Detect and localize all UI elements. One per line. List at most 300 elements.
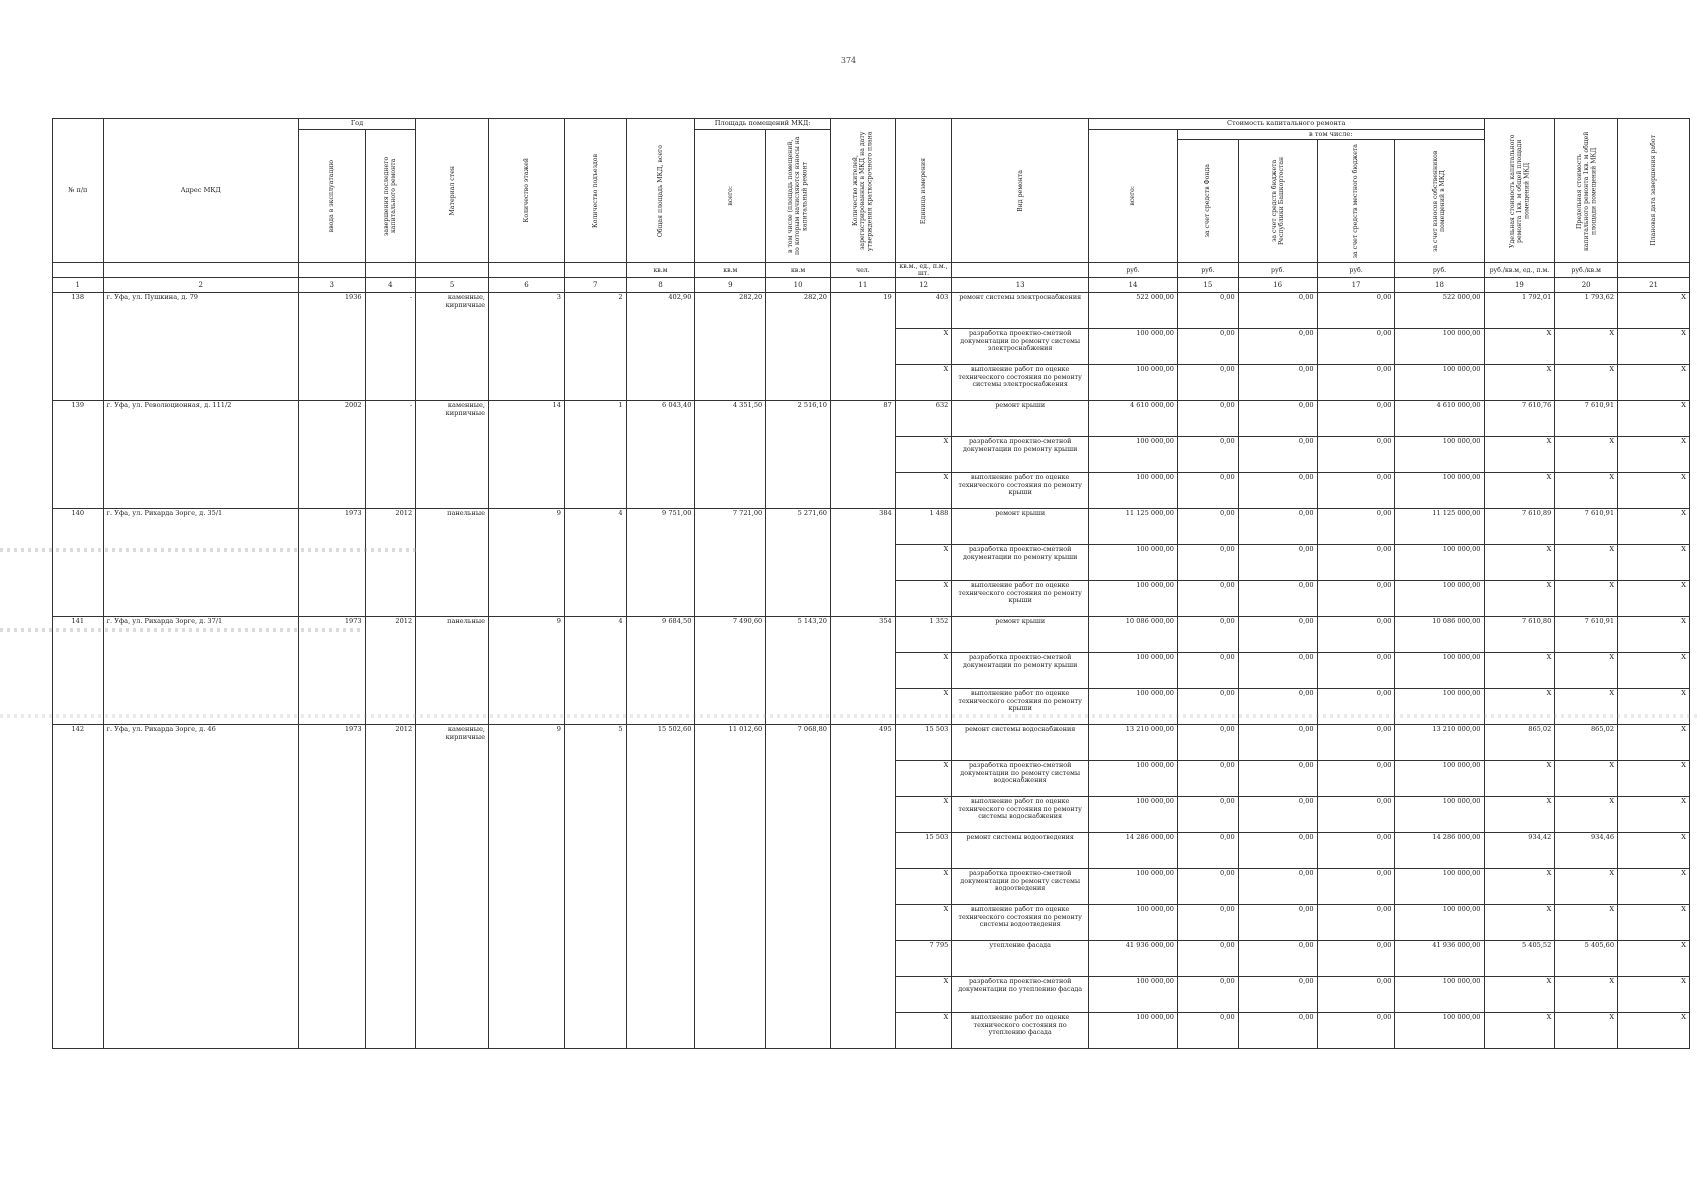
column-number: 20 <box>1555 278 1618 293</box>
cost-fund: 0,00 <box>1177 797 1238 833</box>
building-address: г. Уфа, ул. Рихарда Зорге, д. 37/1 <box>103 617 298 725</box>
unit-label <box>1618 263 1690 278</box>
cost-total: 100 000,00 <box>1088 869 1177 905</box>
header-area-group: Площадь помещений МКД: <box>695 119 831 130</box>
unit-cost: 1 792,01 <box>1484 293 1555 329</box>
cost-republic: 0,00 <box>1238 293 1317 329</box>
cost-owners: 100 000,00 <box>1395 329 1484 365</box>
work-type: разработка проектно-сметной документации по ремонту крыши <box>952 653 1089 689</box>
unit-label <box>489 263 565 278</box>
unit-cost: X <box>1484 905 1555 941</box>
unit-cost: X <box>1484 329 1555 365</box>
cost-total: 100 000,00 <box>1088 905 1177 941</box>
header-cost-fund: за счет средств Фонда <box>1177 140 1238 263</box>
cost-republic: 0,00 <box>1238 905 1317 941</box>
work-type: ремонт системы электроснабжения <box>952 293 1089 329</box>
header-floors: Количество этажей <box>489 119 565 263</box>
cost-total: 100 000,00 <box>1088 797 1177 833</box>
unit-label: руб. <box>1088 263 1177 278</box>
building-number: 142 <box>53 725 104 1049</box>
work-type: разработка проектно-сметной документации по ремонту крыши <box>952 545 1089 581</box>
cost-local: 0,00 <box>1317 689 1395 725</box>
cost-republic: 0,00 <box>1238 977 1317 1013</box>
cost-total: 100 000,00 <box>1088 977 1177 1013</box>
header-incl: в том числе: <box>1177 129 1484 140</box>
cost-total: 522 000,00 <box>1088 293 1177 329</box>
planned-date: X <box>1618 941 1690 977</box>
header-area-residents: в том числе (площадь помещений, по которым начисляются взносы на капитальный ремонт <box>766 129 831 263</box>
cost-owners: 14 286 000,00 <box>1395 833 1484 869</box>
header-no: № п/п <box>53 119 104 263</box>
year-commission: 1973 <box>298 617 365 725</box>
cost-total: 100 000,00 <box>1088 365 1177 401</box>
header-cost-total: всего: <box>1088 129 1177 263</box>
unit-label: руб. <box>1317 263 1395 278</box>
table-body <box>53 293 1690 1049</box>
limit-cost: X <box>1555 545 1618 581</box>
planned-date: X <box>1618 833 1690 869</box>
unit-cost: X <box>1484 797 1555 833</box>
unit-cost: X <box>1484 365 1555 401</box>
cost-local: 0,00 <box>1317 329 1395 365</box>
cost-local: 0,00 <box>1317 977 1395 1013</box>
cost-owners: 100 000,00 <box>1395 581 1484 617</box>
limit-cost: X <box>1555 437 1618 473</box>
cost-republic: 0,00 <box>1238 1013 1317 1049</box>
planned-date: X <box>1618 905 1690 941</box>
column-number: 13 <box>952 278 1089 293</box>
limit-cost: 7 610,91 <box>1555 617 1618 653</box>
limit-cost: 7 610,91 <box>1555 401 1618 437</box>
work-type: ремонт крыши <box>952 401 1089 437</box>
cost-total: 41 936 000,00 <box>1088 941 1177 977</box>
header-area-total: всего: <box>695 129 766 263</box>
cost-fund: 0,00 <box>1177 653 1238 689</box>
work-type: выполнение работ по оценке технического состояния по утеплению фасада <box>952 1013 1089 1049</box>
cost-local: 0,00 <box>1317 473 1395 509</box>
cost-local: 0,00 <box>1317 833 1395 869</box>
planned-date: X <box>1618 437 1690 473</box>
work-type: ремонт крыши <box>952 617 1089 653</box>
unit-cost: 5 405,52 <box>1484 941 1555 977</box>
residents-count: 87 <box>830 401 895 509</box>
column-number: 4 <box>365 278 416 293</box>
table-row <box>53 293 1690 329</box>
cost-local: 0,00 <box>1317 905 1395 941</box>
cost-local: 0,00 <box>1317 869 1395 905</box>
limit-cost: X <box>1555 797 1618 833</box>
unit-label <box>365 263 416 278</box>
unit-label: руб./кв.м <box>1555 263 1618 278</box>
limit-cost: X <box>1555 581 1618 617</box>
cost-local: 0,00 <box>1317 437 1395 473</box>
work-type: выполнение работ по оценке технического состояния по ремонту крыши <box>952 581 1089 617</box>
cost-republic: 0,00 <box>1238 473 1317 509</box>
work-type: выполнение работ по оценке технического состояния по ремонту крыши <box>952 689 1089 725</box>
work-unit: 1 488 <box>895 509 952 545</box>
cost-republic: 0,00 <box>1238 509 1317 545</box>
wall-material: каменные, кирпичные <box>416 293 489 401</box>
cost-owners: 4 610 000,00 <box>1395 401 1484 437</box>
building-number: 138 <box>53 293 104 401</box>
unit-cost: X <box>1484 545 1555 581</box>
work-unit: X <box>895 653 952 689</box>
total-area: 402,90 <box>626 293 695 401</box>
header-limit-cost: Предельная стоимость капитального ремонта 1кв. м общей площади помещений МКД <box>1555 119 1618 263</box>
header-year-last-repair: завершения последнего капитального ремонта <box>365 129 416 263</box>
cost-total: 11 125 000,00 <box>1088 509 1177 545</box>
header-wall-material: Материал стен <box>416 119 489 263</box>
column-number: 15 <box>1177 278 1238 293</box>
area-total: 282,20 <box>695 293 766 401</box>
cost-local: 0,00 <box>1317 725 1395 761</box>
entrances: 5 <box>564 725 626 1049</box>
work-unit: 15 503 <box>895 833 952 869</box>
year-commission: 1973 <box>298 509 365 617</box>
header-residents: Количество жителей, зарегистрированных в МКД на дату утверждения краткосрочного плана <box>830 119 895 263</box>
cost-republic: 0,00 <box>1238 329 1317 365</box>
wall-material: панельные <box>416 617 489 725</box>
residents-count: 19 <box>830 293 895 401</box>
unit-cost: 7 610,76 <box>1484 401 1555 437</box>
work-type: разработка проектно-сметной документации по ремонту системы электроснабжения <box>952 329 1089 365</box>
entrances: 4 <box>564 509 626 617</box>
cost-fund: 0,00 <box>1177 545 1238 581</box>
repair-plan-sheet <box>52 118 1690 1049</box>
cost-total: 100 000,00 <box>1088 689 1177 725</box>
residents-count: 495 <box>830 725 895 1049</box>
cost-fund: 0,00 <box>1177 473 1238 509</box>
cost-fund: 0,00 <box>1177 617 1238 653</box>
cost-republic: 0,00 <box>1238 761 1317 797</box>
work-unit: X <box>895 1013 952 1049</box>
planned-date: X <box>1618 401 1690 437</box>
header-work-type: Вид ремонта <box>952 119 1089 263</box>
work-unit: X <box>895 581 952 617</box>
limit-cost: X <box>1555 689 1618 725</box>
planned-date: X <box>1618 329 1690 365</box>
header-year-commission: ввода в эксплуатацию <box>298 129 365 263</box>
work-unit: 7 795 <box>895 941 952 977</box>
cost-local: 0,00 <box>1317 365 1395 401</box>
planned-date: X <box>1618 473 1690 509</box>
header-unit-cost: Удельная стоимость капитального ремонта 1кв. м общей площади помещений МКД <box>1484 119 1555 263</box>
column-number: 11 <box>830 278 895 293</box>
work-type: утепление фасада <box>952 941 1089 977</box>
work-unit: X <box>895 869 952 905</box>
wall-material: каменные, кирпичные <box>416 725 489 1049</box>
unit-label: чел. <box>830 263 895 278</box>
work-unit: X <box>895 437 952 473</box>
column-number: 2 <box>103 278 298 293</box>
planned-date: X <box>1618 653 1690 689</box>
cost-fund: 0,00 <box>1177 905 1238 941</box>
cost-owners: 100 000,00 <box>1395 1013 1484 1049</box>
cost-total: 100 000,00 <box>1088 581 1177 617</box>
planned-date: X <box>1618 689 1690 725</box>
total-area: 6 043,40 <box>626 401 695 509</box>
column-number: 1 <box>53 278 104 293</box>
header-planned-date: Плановая дата завершения работ <box>1618 119 1690 263</box>
work-unit: X <box>895 365 952 401</box>
year-last-repair: 2012 <box>365 617 416 725</box>
cost-owners: 100 000,00 <box>1395 437 1484 473</box>
year-commission: 2002 <box>298 401 365 509</box>
planned-date: X <box>1618 545 1690 581</box>
unit-label: руб. <box>1395 263 1484 278</box>
planned-date: X <box>1618 365 1690 401</box>
cost-owners: 11 125 000,00 <box>1395 509 1484 545</box>
cost-owners: 100 000,00 <box>1395 977 1484 1013</box>
year-last-repair: 2012 <box>365 725 416 1049</box>
wall-material: панельные <box>416 509 489 617</box>
building-number: 141 <box>53 617 104 725</box>
cost-owners: 100 000,00 <box>1395 761 1484 797</box>
header-address: Адрес МКД <box>103 119 298 263</box>
unit-cost: X <box>1484 761 1555 797</box>
cost-local: 0,00 <box>1317 581 1395 617</box>
limit-cost: 5 405,60 <box>1555 941 1618 977</box>
cost-owners: 522 000,00 <box>1395 293 1484 329</box>
work-type: ремонт системы водоотведения <box>952 833 1089 869</box>
unit-cost: X <box>1484 689 1555 725</box>
cost-owners: 41 936 000,00 <box>1395 941 1484 977</box>
unit-label: кв.м <box>695 263 766 278</box>
cost-owners: 100 000,00 <box>1395 869 1484 905</box>
cost-total: 100 000,00 <box>1088 761 1177 797</box>
area-residents: 282,20 <box>766 293 831 401</box>
cost-republic: 0,00 <box>1238 833 1317 869</box>
unit-label: кв.м <box>626 263 695 278</box>
building-number: 140 <box>53 509 104 617</box>
planned-date: X <box>1618 725 1690 761</box>
floors: 9 <box>489 617 565 725</box>
planned-date: X <box>1618 1013 1690 1049</box>
unit-label <box>103 263 298 278</box>
year-commission: 1973 <box>298 725 365 1049</box>
unit-label <box>952 263 1089 278</box>
building-address: г. Уфа, ул. Пушкина, д. 79 <box>103 293 298 401</box>
cost-fund: 0,00 <box>1177 941 1238 977</box>
cost-republic: 0,00 <box>1238 797 1317 833</box>
table-row <box>53 509 1690 545</box>
cost-local: 0,00 <box>1317 1013 1395 1049</box>
header-entrances: Количество подъездов <box>564 119 626 263</box>
unit-cost: 865,02 <box>1484 725 1555 761</box>
unit-label <box>298 263 365 278</box>
column-number: 3 <box>298 278 365 293</box>
cost-local: 0,00 <box>1317 761 1395 797</box>
building-address: г. Уфа, ул. Рихарда Зорге, д. 35/1 <box>103 509 298 617</box>
cost-fund: 0,00 <box>1177 869 1238 905</box>
table-row <box>53 725 1690 761</box>
work-type: ремонт системы водоснабжения <box>952 725 1089 761</box>
cost-total: 14 286 000,00 <box>1088 833 1177 869</box>
unit-cost: X <box>1484 869 1555 905</box>
work-unit: X <box>895 545 952 581</box>
work-unit: 403 <box>895 293 952 329</box>
unit-cost: X <box>1484 653 1555 689</box>
area-total: 7 721,00 <box>695 509 766 617</box>
entrances: 4 <box>564 617 626 725</box>
column-number: 16 <box>1238 278 1317 293</box>
column-number: 14 <box>1088 278 1177 293</box>
cost-total: 100 000,00 <box>1088 545 1177 581</box>
column-numbers-row <box>53 278 1690 293</box>
limit-cost: 934,46 <box>1555 833 1618 869</box>
unit-label: руб. <box>1177 263 1238 278</box>
cost-republic: 0,00 <box>1238 401 1317 437</box>
limit-cost: X <box>1555 905 1618 941</box>
cost-fund: 0,00 <box>1177 509 1238 545</box>
limit-cost: X <box>1555 653 1618 689</box>
work-unit: 1 352 <box>895 617 952 653</box>
cost-owners: 10 086 000,00 <box>1395 617 1484 653</box>
header-total-area: Общая площадь МКД, всего <box>626 119 695 263</box>
cost-fund: 0,00 <box>1177 977 1238 1013</box>
area-residents: 5 271,60 <box>766 509 831 617</box>
floors: 14 <box>489 401 565 509</box>
unit-cost: X <box>1484 581 1555 617</box>
cost-republic: 0,00 <box>1238 437 1317 473</box>
area-residents: 5 143,20 <box>766 617 831 725</box>
cost-owners: 100 000,00 <box>1395 365 1484 401</box>
table-row <box>53 617 1690 653</box>
cost-total: 10 086 000,00 <box>1088 617 1177 653</box>
cost-republic: 0,00 <box>1238 617 1317 653</box>
cost-local: 0,00 <box>1317 617 1395 653</box>
cost-owners: 100 000,00 <box>1395 473 1484 509</box>
cost-local: 0,00 <box>1317 545 1395 581</box>
unit-label <box>53 263 104 278</box>
header-cost-local: за счет средств местного бюджета <box>1317 140 1395 263</box>
column-number: 7 <box>564 278 626 293</box>
unit-label <box>416 263 489 278</box>
column-number: 8 <box>626 278 695 293</box>
cost-republic: 0,00 <box>1238 725 1317 761</box>
cost-republic: 0,00 <box>1238 581 1317 617</box>
entrances: 1 <box>564 401 626 509</box>
header-cost-owners: за счет взносов собственников помещений в МКД <box>1395 140 1484 263</box>
cost-republic: 0,00 <box>1238 689 1317 725</box>
limit-cost: X <box>1555 1013 1618 1049</box>
unit-cost: X <box>1484 473 1555 509</box>
area-total: 11 012,60 <box>695 725 766 1049</box>
work-type: разработка проектно-сметной документации по ремонту системы водоснабжения <box>952 761 1089 797</box>
limit-cost: X <box>1555 761 1618 797</box>
work-unit: X <box>895 473 952 509</box>
building-number: 139 <box>53 401 104 509</box>
cost-owners: 100 000,00 <box>1395 797 1484 833</box>
table-row <box>53 401 1690 437</box>
work-unit: X <box>895 977 952 1013</box>
unit-label: кв.м <box>766 263 831 278</box>
work-unit: X <box>895 329 952 365</box>
cost-owners: 100 000,00 <box>1395 689 1484 725</box>
cost-total: 100 000,00 <box>1088 473 1177 509</box>
total-area: 9 751,00 <box>626 509 695 617</box>
cost-fund: 0,00 <box>1177 833 1238 869</box>
floors: 9 <box>489 725 565 1049</box>
table-header <box>53 119 1690 293</box>
work-type: выполнение работ по оценке технического состояния по ремонту системы водоснабжения <box>952 797 1089 833</box>
cost-local: 0,00 <box>1317 797 1395 833</box>
unit-cost: 7 610,80 <box>1484 617 1555 653</box>
limit-cost: 865,02 <box>1555 725 1618 761</box>
unit-label <box>564 263 626 278</box>
cost-fund: 0,00 <box>1177 437 1238 473</box>
year-commission: 1936 <box>298 293 365 401</box>
cost-fund: 0,00 <box>1177 401 1238 437</box>
cost-fund: 0,00 <box>1177 761 1238 797</box>
cost-total: 100 000,00 <box>1088 437 1177 473</box>
total-area: 9 684,50 <box>626 617 695 725</box>
column-number: 6 <box>489 278 565 293</box>
limit-cost: X <box>1555 473 1618 509</box>
header-unit: Единица измерения <box>895 119 952 263</box>
cost-fund: 0,00 <box>1177 581 1238 617</box>
year-last-repair: - <box>365 401 416 509</box>
column-number: 5 <box>416 278 489 293</box>
header-cost-group: Стоимость капитального ремонта <box>1088 119 1484 130</box>
work-unit: 15 503 <box>895 725 952 761</box>
cost-total: 100 000,00 <box>1088 1013 1177 1049</box>
planned-date: X <box>1618 617 1690 653</box>
cost-republic: 0,00 <box>1238 869 1317 905</box>
unit-cost: X <box>1484 1013 1555 1049</box>
area-total: 7 490,60 <box>695 617 766 725</box>
area-total: 4 351,50 <box>695 401 766 509</box>
cost-fund: 0,00 <box>1177 293 1238 329</box>
cost-owners: 13 210 000,00 <box>1395 725 1484 761</box>
area-residents: 7 068,80 <box>766 725 831 1049</box>
work-type: ремонт крыши <box>952 509 1089 545</box>
column-number: 9 <box>695 278 766 293</box>
planned-date: X <box>1618 977 1690 1013</box>
year-last-repair: - <box>365 293 416 401</box>
column-number: 21 <box>1618 278 1690 293</box>
cost-local: 0,00 <box>1317 941 1395 977</box>
unit-label: руб./кв.м, ед., п.м. <box>1484 263 1555 278</box>
cost-republic: 0,00 <box>1238 365 1317 401</box>
repair-plan-table <box>52 118 1690 1049</box>
cost-owners: 100 000,00 <box>1395 545 1484 581</box>
building-address: г. Уфа, ул. Рихарда Зорге, д. 46 <box>103 725 298 1049</box>
cost-republic: 0,00 <box>1238 941 1317 977</box>
column-number: 17 <box>1317 278 1395 293</box>
work-type: разработка проектно-сметной документации по ремонту крыши <box>952 437 1089 473</box>
page-number: 374 <box>840 56 857 65</box>
unit-cost: X <box>1484 437 1555 473</box>
cost-total: 13 210 000,00 <box>1088 725 1177 761</box>
cost-republic: 0,00 <box>1238 653 1317 689</box>
limit-cost: X <box>1555 869 1618 905</box>
cost-total: 100 000,00 <box>1088 329 1177 365</box>
cost-local: 0,00 <box>1317 509 1395 545</box>
planned-date: X <box>1618 581 1690 617</box>
column-number: 19 <box>1484 278 1555 293</box>
planned-date: X <box>1618 869 1690 905</box>
work-type: выполнение работ по оценке технического состояния по ремонту системы электроснабжения <box>952 365 1089 401</box>
floors: 3 <box>489 293 565 401</box>
header-year-group: Год <box>298 119 415 130</box>
unit-cost: X <box>1484 977 1555 1013</box>
building-address: г. Уфа, ул. Революционная, д. 111/2 <box>103 401 298 509</box>
planned-date: X <box>1618 509 1690 545</box>
work-unit: X <box>895 797 952 833</box>
work-type: разработка проектно-сметной документации по ремонту системы водоотведения <box>952 869 1089 905</box>
entrances: 2 <box>564 293 626 401</box>
